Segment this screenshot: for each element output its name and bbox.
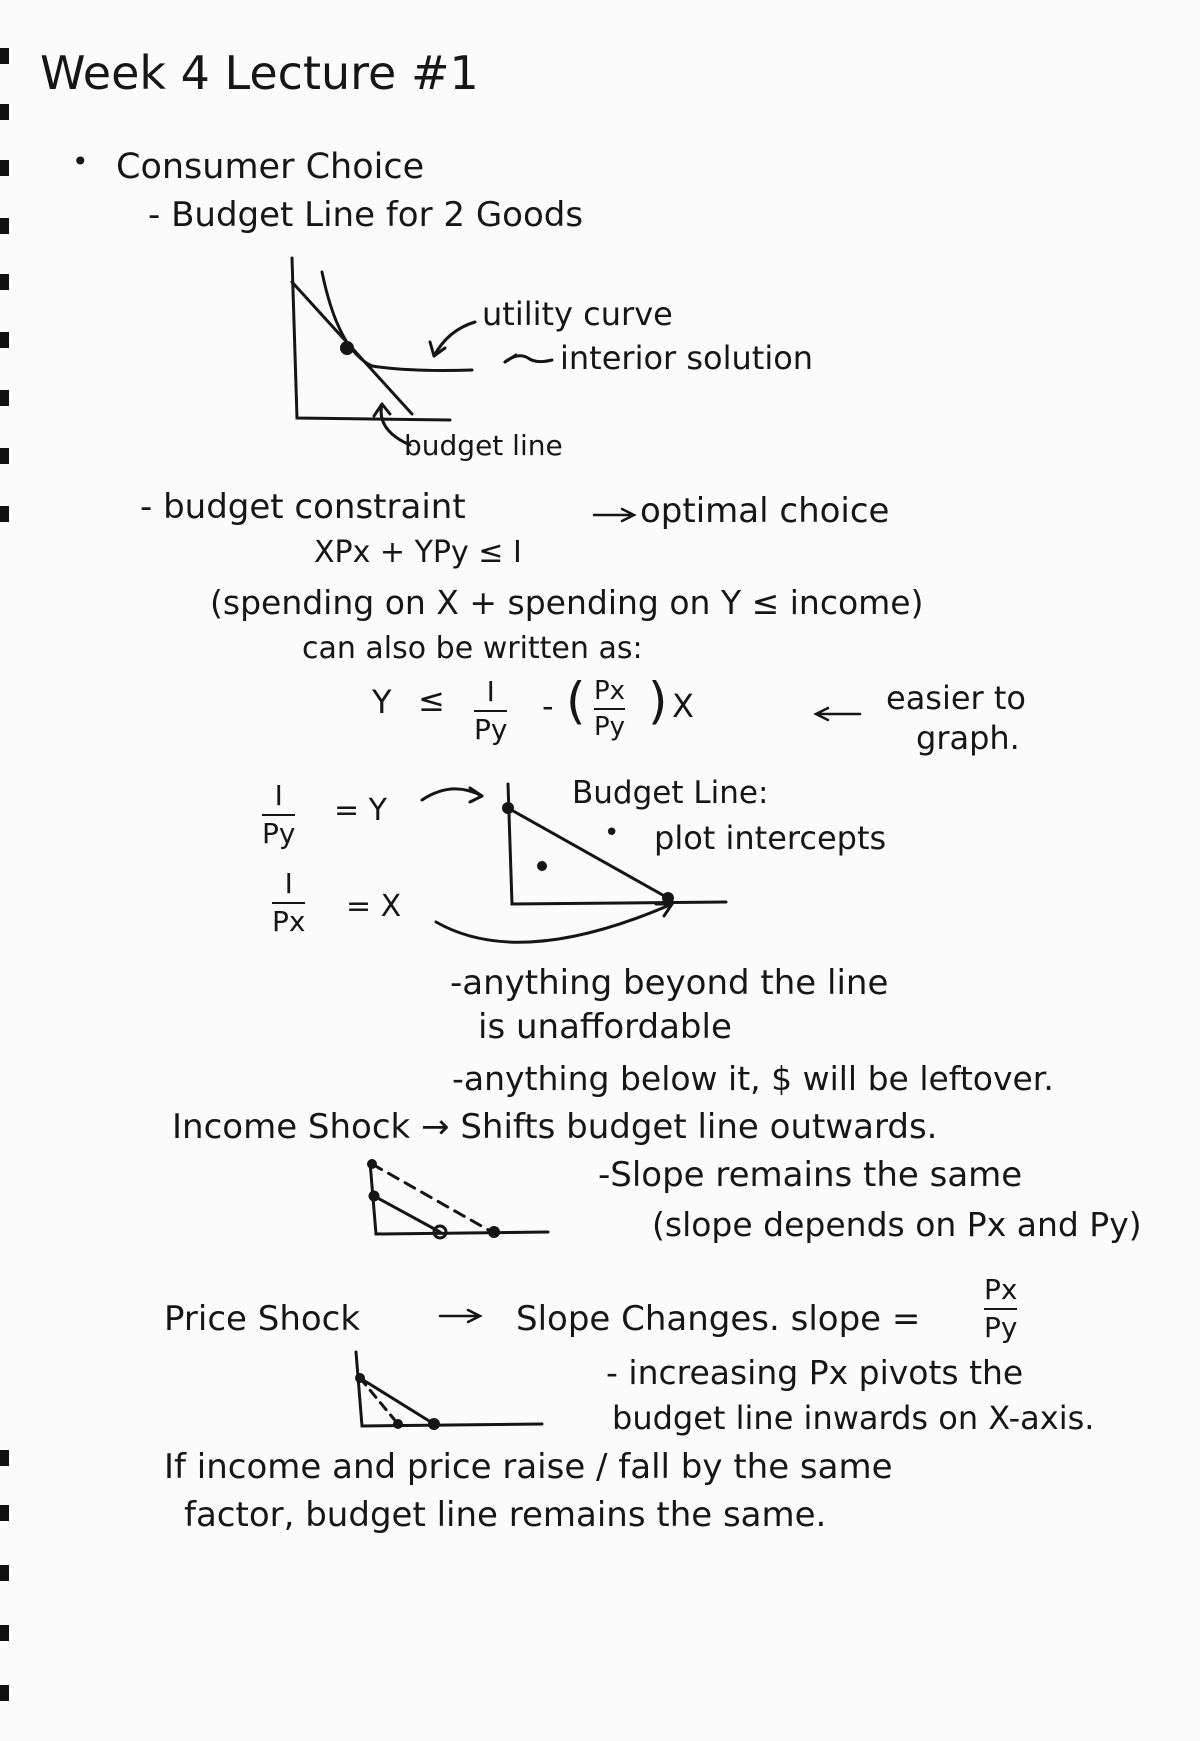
topic-heading: Consumer Choice <box>116 147 425 187</box>
rewrite-note: can also be written as: <box>302 631 643 666</box>
pivot-note: - increasing Px pivots the <box>606 1353 1024 1392</box>
fraction-i-over-py: I Py <box>474 675 508 746</box>
conclusion-line-2: factor, budget line remains the same. <box>184 1495 827 1535</box>
beyond-note: -anything beyond the line <box>450 963 889 1003</box>
slope-changes-label: Slope Changes. slope = <box>516 1299 921 1339</box>
budget-equation: XPx + YPy ≤ I <box>314 535 522 570</box>
bullet-dot: • <box>604 818 620 848</box>
plot-intercepts-label: plot intercepts <box>654 819 887 857</box>
slope-depends-note: (slope depends on Px and Py) <box>652 1205 1142 1244</box>
conclusion-line-1: If income and price raise / fall by the same <box>164 1447 893 1487</box>
budget-line-title: Budget Line: <box>572 775 769 811</box>
page-title: Week 4 Lecture #1 <box>40 46 479 100</box>
budget-line-label: budget line <box>404 429 563 462</box>
eq-le: ≤ <box>418 681 445 719</box>
eq-rparen: ) <box>648 672 668 730</box>
y-intercept-eq: = Y <box>334 793 387 828</box>
x-intercept-eq: = X <box>346 889 402 924</box>
pivot-note-2: budget line inwards on X-axis. <box>612 1399 1095 1437</box>
eq-y: Y <box>372 683 392 721</box>
eq-x: X <box>672 687 694 725</box>
eq-minus: - <box>542 687 554 725</box>
utility-curve-label: utility curve <box>482 295 673 333</box>
fraction-px-over-py: Px Py <box>594 676 626 742</box>
slope-same-note: -Slope remains the same <box>598 1155 1023 1195</box>
fraction-i-over-px-left: I Px <box>272 867 306 938</box>
pivoted-budget-line <box>360 1378 398 1424</box>
interior-solution-label: interior solution <box>560 339 814 377</box>
subtopic-heading: - Budget Line for 2 Goods <box>148 195 584 235</box>
income-shock-line: Income Shock → Shifts budget line outwards. <box>172 1107 938 1147</box>
graph-label: graph. <box>916 719 1020 757</box>
below-note: -anything below it, $ will be leftover. <box>452 1059 1054 1098</box>
budget-constraint-heading: - budget constraint <box>140 487 466 527</box>
eq-lparen: ( <box>566 672 586 730</box>
price-shock-heading: Price Shock <box>164 1299 361 1339</box>
bullet-dot: • <box>72 145 89 178</box>
original-budget-line <box>360 1378 434 1424</box>
easier-label: easier to <box>886 679 1026 717</box>
constraint-meaning: (spending on X + spending on Y ≤ income) <box>210 583 924 622</box>
unaffordable-note: is unaffordable <box>478 1007 732 1047</box>
fraction-i-over-py-left: I Py <box>262 779 296 850</box>
optimal-choice-label: optimal choice <box>640 491 890 531</box>
slope-fraction: Px Py <box>984 1273 1018 1344</box>
axes <box>356 1352 542 1426</box>
